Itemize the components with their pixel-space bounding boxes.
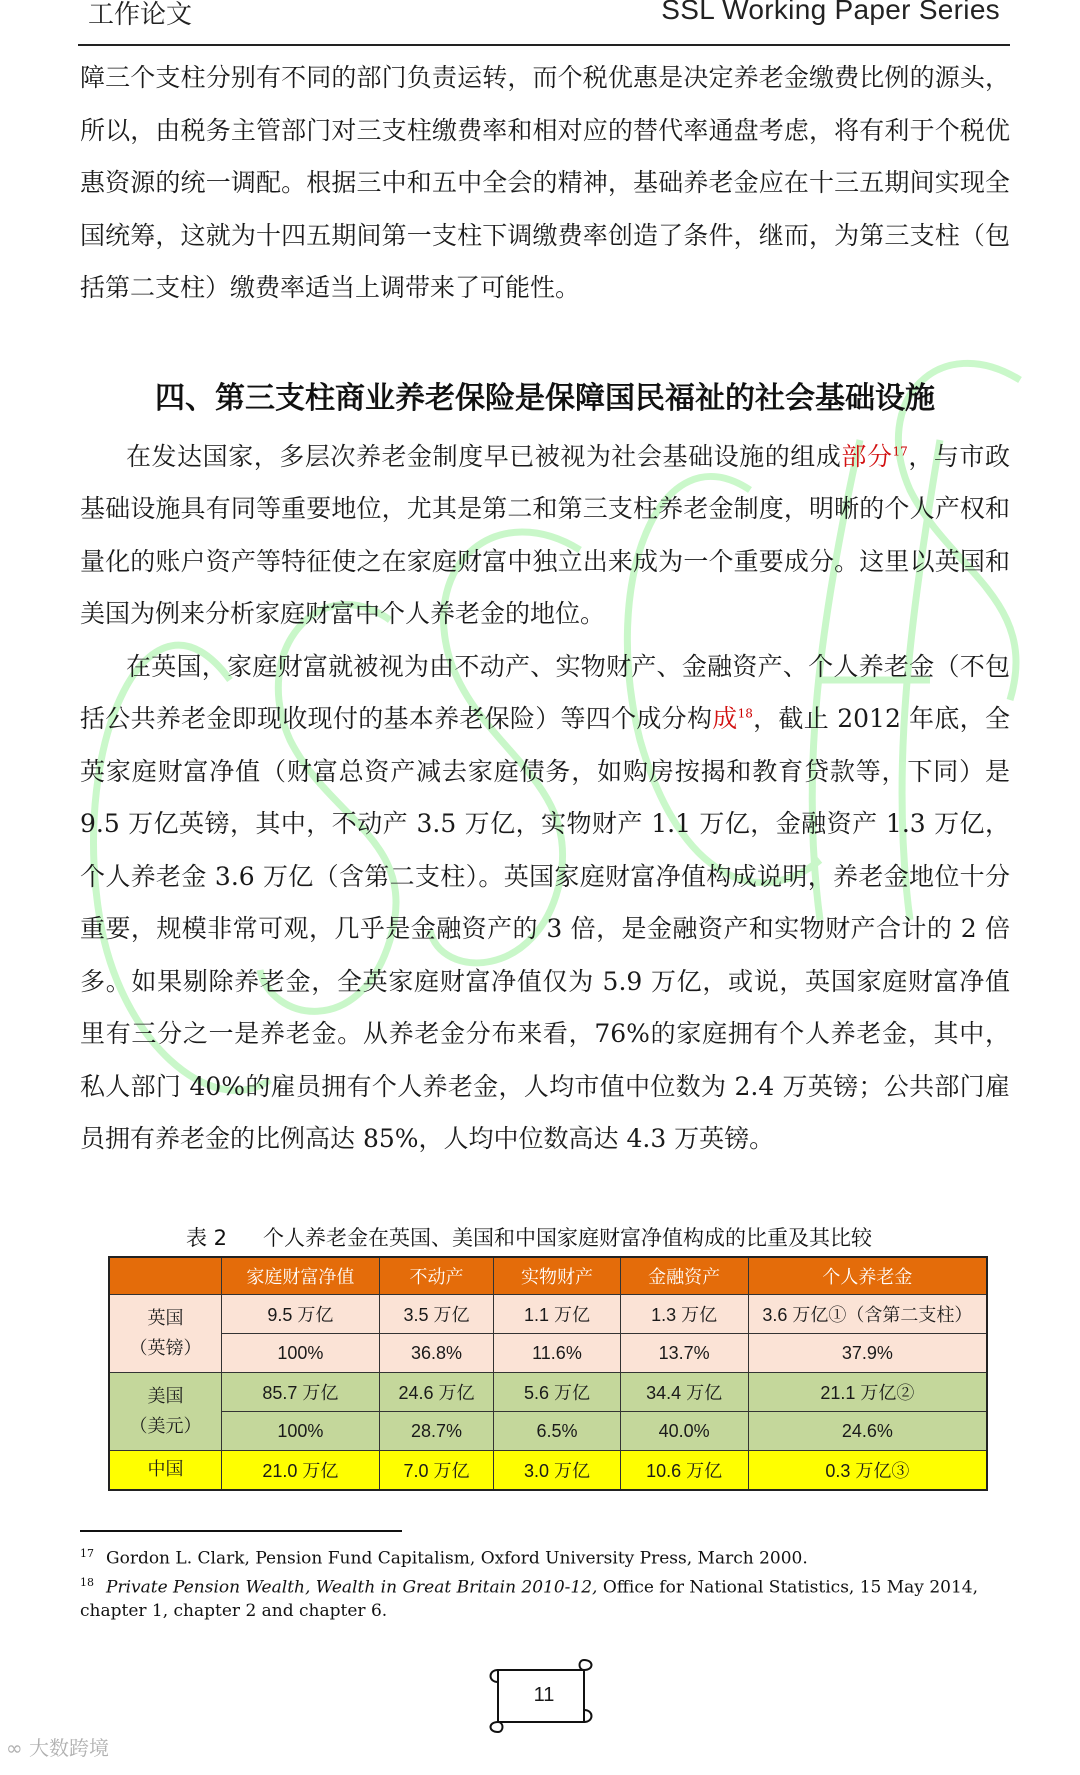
country-name: 英国 — [147, 1307, 184, 1329]
footnote-number: 18 — [80, 1575, 94, 1589]
para3-text-after: ，截止 2012 年底，全英家庭财富净值（财富总资产减去家庭债务，如购房按揭和教育贷款等，下同）是 9.5 万亿英镑，其中，不动产 3.5 万亿，实物财产 1.1 万亿，金融资产 1.3 万亿，个人养老金 3.6 万亿（含第二支柱）。英国家庭财富净值构成说明，养老金地位十分重要，规模非常可观，几乎是金融资产的 3 倍，是金融资产和实物财产合计的 2 倍多。如果剔除养老金，全英家庭财富净值仅为 5.9 万亿，或说，英国家庭财富净值里有三分之一是养老金。从养老金分布来看，76%的家庭拥有个人养老金，其中，私人部门 40%的雇员拥有个人养老金，人均市值中位数为 2.4 万英镑；公共部门雇员拥有养老金的比例高达 85%，人均中位数高达 4.3 万英镑。 — [80, 704, 1010, 1153]
corner-logo — [6, 1732, 109, 1761]
table-cell: 28.7% — [379, 1412, 494, 1451]
para2-text-red: 部分 — [841, 441, 893, 471]
table-cell: 1.3 万亿 — [620, 1295, 748, 1334]
footnote-number: 17 — [80, 1547, 94, 1560]
table-cell: 85.7 万亿 — [222, 1373, 380, 1412]
paragraph-continued: 障三个支柱分别有不同的部门负责运转，而个税优惠是决定养老金缴费比例的源头，所以，由税务主管部门对三支柱缴费率和相对应的替代率通盘考虑，将有利于个税优惠资源的统一调配。根据三中和五中全会的精神，基础养老金应在十三五期间实现全国统筹，这就为十四五期间第一支柱下调缴费率创造了条件，继而，为第三支柱（包括第二支柱）缴费率适当上调带来了可能性。 — [80, 63, 1010, 302]
table-header-cell: 家庭财富净值 — [222, 1257, 380, 1295]
table-row-uk-shares — [109, 1334, 987, 1373]
table-header-cell — [109, 1257, 222, 1295]
main-body — [80, 52, 1010, 1166]
footnote-text: Gordon L. Clark, Pension Fund Capitalism, Oxford University Press, March 2000. — [106, 1548, 808, 1569]
table-cell: 37.9% — [748, 1334, 987, 1373]
table-row-us-values — [109, 1373, 987, 1412]
country-name: 美国 — [147, 1385, 184, 1407]
wealth-composition-table — [108, 1256, 988, 1491]
header-left-label: 工作论文 — [88, 0, 193, 30]
table-cell: 21.1 万亿② — [748, 1373, 987, 1412]
footnote-divider — [80, 1530, 402, 1532]
table-caption-text: 个人养老金在英国、美国和中国家庭财富净值构成的比重及其比较 — [263, 1226, 873, 1250]
page-number: 11 — [533, 1684, 555, 1706]
country-cell-china: 中国 — [109, 1451, 222, 1491]
country-cell-uk — [109, 1295, 222, 1373]
table-cell: 9.5 万亿 — [222, 1295, 380, 1334]
para2-text-after: ，与市政基础设施具有同等重要地位，尤其是第二和第三支柱养老金制度，明晰的个人产权和量化的账户资产等特征使之在家庭财富中独立出来成为一个重要成分。这里以英国和美国为例来分析家庭财富中个人养老金的地位。 — [80, 441, 1010, 628]
paragraph-uk-wealth — [80, 641, 1010, 1166]
table-cell: 40.0% — [620, 1412, 748, 1451]
table-cell: 100% — [222, 1412, 380, 1451]
table-cell: 13.7% — [620, 1334, 748, 1373]
table-header-cell: 金融资产 — [620, 1257, 748, 1295]
para3-text-before: 在英国，家庭财富就被视为由不动产、实物财产、金融资产、个人养老金（不包括公共养老金即现收现付的基本养老保险）等四个成分构 — [80, 651, 1010, 733]
table-cell: 5.6 万亿 — [494, 1373, 620, 1412]
table-row-uk-values — [109, 1295, 987, 1334]
page-header — [78, 0, 1010, 46]
country-unit: （英镑） — [129, 1337, 202, 1359]
table-cell: 7.0 万亿 — [379, 1451, 494, 1491]
table-cell: 34.4 万亿 — [620, 1373, 748, 1412]
footnote-ref-18[interactable]: 18 — [737, 706, 753, 721]
footnote-ref-17[interactable]: 17 — [892, 444, 908, 459]
table-cell: 11.6% — [494, 1334, 620, 1373]
country-unit: （美元） — [129, 1415, 202, 1437]
table-cell: 3.6 万亿①（含第二支柱） — [748, 1295, 987, 1334]
table-cell: 100% — [222, 1334, 380, 1373]
table-cell: 36.8% — [379, 1334, 494, 1373]
table-cell: 24.6% — [748, 1412, 987, 1451]
page-number-scroll — [484, 1656, 604, 1736]
table-cell: 21.0 万亿 — [222, 1451, 380, 1491]
table-number: 表 2 — [186, 1226, 228, 1250]
table-row-us-shares — [109, 1412, 987, 1451]
country-cell-us — [109, 1373, 222, 1451]
para3-text-red: 成 — [712, 704, 738, 733]
table-caption — [186, 1222, 872, 1252]
footnote-title: Private Pension Wealth, Wealth in Great Britain 2010-12, — [106, 1577, 598, 1598]
table-header-cell: 实物财产 — [494, 1257, 620, 1295]
table-cell: 3.0 万亿 — [494, 1451, 620, 1491]
paragraph-infrastructure — [80, 431, 1010, 641]
section-title: 四、第三支柱商业养老保险是保障国民福祉的社会基础设施 — [155, 380, 935, 416]
header-series-title: SSL Working Paper Series — [661, 0, 1000, 25]
table-header-cell: 不动产 — [379, 1257, 494, 1295]
footnote-18 — [80, 1571, 1010, 1624]
table-cell: 1.1 万亿 — [494, 1295, 620, 1334]
table-cell: 3.5 万亿 — [379, 1295, 494, 1334]
logo-icon: ∞ — [6, 1736, 30, 1760]
table-header-cell: 个人养老金 — [748, 1257, 987, 1295]
para2-text-before: 在发达国家，多层次养老金制度早已被视为社会基础设施的组成 — [126, 441, 842, 471]
logo-text: 大数跨境 — [29, 1736, 110, 1760]
table-header-row — [109, 1257, 987, 1295]
table-cell: 10.6 万亿 — [620, 1451, 748, 1491]
table-cell: 0.3 万亿③ — [748, 1451, 987, 1491]
table-row-china — [109, 1451, 987, 1491]
footnote-17 — [80, 1542, 1010, 1571]
table-cell: 6.5% — [494, 1412, 620, 1451]
footnotes — [80, 1542, 1010, 1623]
table-cell: 24.6 万亿 — [379, 1373, 494, 1412]
footnote-text: Office for National Statistics, 15 May 2014, chapter 1, chapter 2 and chapter 6. — [80, 1577, 978, 1622]
